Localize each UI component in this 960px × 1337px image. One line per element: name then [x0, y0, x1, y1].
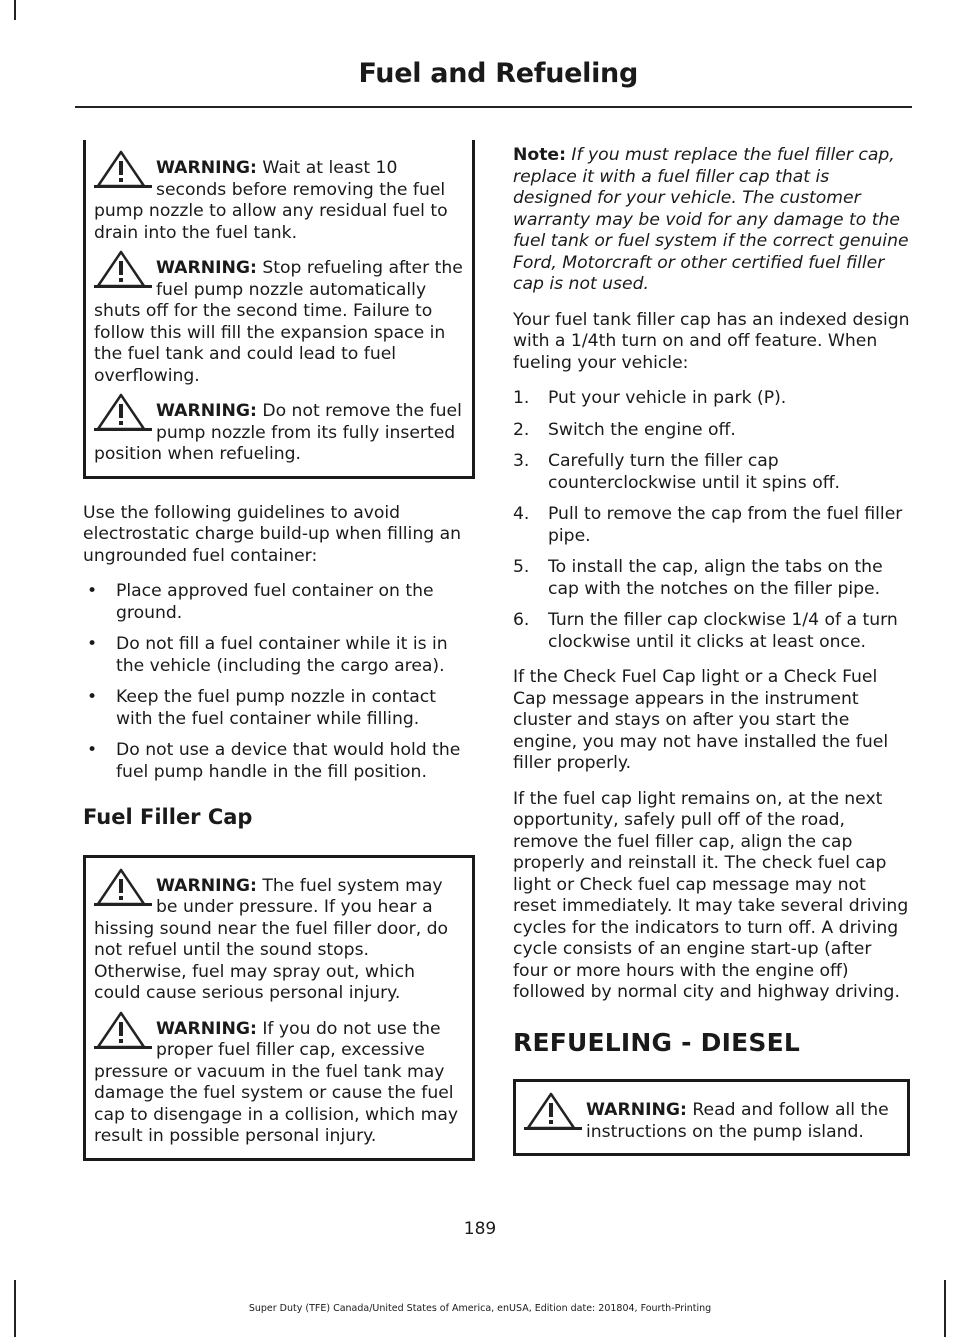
warning-box-refueling [83, 140, 475, 479]
subheading-fuel-filler-cap: Fuel Filler Cap [83, 805, 253, 829]
crop-mark-top-left [14, 0, 16, 20]
warning-label: WARNING: [156, 1018, 257, 1039]
warning-item [94, 1019, 464, 1148]
list-item [83, 634, 475, 677]
warning-box-filler-cap [83, 855, 475, 1161]
guidelines-list [83, 581, 475, 783]
list-item [83, 581, 475, 624]
warning-text: Read and follow all the instructions on the pump island. [586, 1100, 889, 1142]
bullet-symbol: • [87, 634, 98, 654]
list-item-text: Keep the fuel pump nozzle in contact with the fuel container while filling. [116, 687, 436, 729]
warning-text: Do not remove the fuel pump nozzle from its fully inserted position when refueling. [94, 401, 462, 464]
warning-triangle-icon [94, 148, 156, 188]
warning-triangle-icon [94, 391, 156, 431]
step-text: To install the cap, align the tabs on the cap with the notches on the filler pipe. [548, 557, 883, 599]
warning-label: WARNING: [586, 1100, 687, 1120]
page-number: 189 [463, 1219, 497, 1239]
list-item [513, 557, 910, 600]
step-text: Turn the filler cap clockwise 1/4 of a turn clockwise until it clicks at least once. [548, 610, 898, 652]
warning-label: WARNING: [156, 875, 257, 896]
warning-box-diesel [513, 1079, 910, 1156]
filler-cap-paragraph: Your fuel tank filler cap has an indexed design with a 1/4th turn on and off feature. When fueling your vehicle: [513, 309, 910, 373]
warning-label: WARNING: [156, 158, 257, 178]
warning-label: WARNING: [156, 258, 257, 278]
list-item [513, 451, 910, 494]
step-number: 2. [513, 419, 530, 440]
step-number: 4. [513, 504, 530, 524]
list-item-text: Place approved fuel container on the ground. [116, 581, 434, 623]
warning-text: Wait at least 10 seconds before removing the fuel pump nozzle to allow any residual fuel to drain into the fuel tank. [94, 158, 448, 243]
warning-triangle-icon [94, 248, 156, 288]
warning-text: The fuel system may be under pressure. If you hear a hissing sound near the fuel filler door, do not refuel until the sound stops. Otherwise, fuel may spray out, which could cause serious personal injury. [94, 875, 449, 1003]
step-number: 6. [513, 610, 530, 630]
step-text: Pull to remove the cap from the fuel filler pipe. [548, 504, 903, 546]
warning-item [94, 401, 464, 466]
list-item [513, 610, 910, 653]
page-header-title: Fuel and Refueling [358, 58, 638, 89]
list-item [513, 388, 910, 410]
list-item-text: Do not use a device that would hold the fuel pump handle in the fill position. [116, 740, 461, 782]
list-item [83, 740, 475, 783]
left-column [83, 140, 475, 1161]
intro-paragraph: Use the following guidelines to avoid electrostatic charge build-up when filling an ungrounded fuel container: [83, 502, 462, 566]
bullet-symbol: • [87, 581, 98, 601]
right-column [513, 145, 910, 1156]
warning-text: Stop refueling after the fuel pump nozzle automatically shuts off for the second time. Failure to follow this will fill the expansion space in the fuel tank and could lead to fuel overflowing. [94, 258, 463, 386]
step-text: Carefully turn the filler cap counterclockwise until it spins off. [548, 451, 841, 493]
check-fuel-cap-paragraph: If the Check Fuel Cap light or a Check Fuel Cap message appears in the instrument cluster and stays on after you start the engine, you may not have installed the fuel filler properly. [513, 667, 889, 773]
warning-label: WARNING: [156, 401, 257, 421]
list-item [513, 504, 910, 547]
warning-triangle-icon [524, 1090, 586, 1130]
fueling-steps-list [513, 388, 910, 653]
bullet-symbol: • [87, 740, 98, 760]
step-number: 1. [513, 388, 530, 408]
list-item [513, 420, 910, 442]
step-number: 3. [513, 451, 530, 471]
step-text: Put your vehicle in park (P). [548, 388, 787, 408]
header-divider [75, 106, 912, 108]
warning-triangle-icon [94, 1009, 156, 1049]
warning-item [94, 258, 464, 387]
footer-edition-info: Super Duty (TFE) Canada/United States of America, enUSA, Edition date: 201804, Fourth-Printing [248, 1303, 712, 1314]
step-number: 5. [513, 557, 530, 577]
list-item [83, 687, 475, 730]
list-item-text: Do not fill a fuel container while it is in the vehicle (including the cargo area). [116, 634, 448, 676]
warning-item [94, 158, 464, 244]
warning-text: If you do not use the proper fuel filler cap, excessive pressure or vacuum in the fuel tank may damage the fuel system or cause the fuel cap to disengage in a collision, which may result in possible personal injury. [94, 1018, 459, 1146]
fuel-cap-light-paragraph: If the fuel cap light remains on, at the next opportunity, safely pull off of the road, remove the fuel filler cap, align the cap properly and reinstall it. The check fuel cap light or Check fuel cap message may not reset immediately. It may take several driving cycles for the indicators to turn off. A driving cycle consists of an engine start-up (after four or more hours with the engine off) followed by normal city and highway driving. [513, 788, 909, 1002]
note-label: Note: [513, 145, 566, 165]
section-heading-refueling-diesel: REFUELING - DIESEL [513, 1027, 800, 1057]
warning-triangle-icon [94, 866, 156, 906]
warning-item [524, 1100, 899, 1143]
note-paragraph [513, 145, 910, 296]
warning-item [94, 876, 464, 1005]
step-text: Switch the engine off. [548, 419, 736, 440]
bullet-symbol: • [87, 687, 98, 707]
note-text: If you must replace the fuel filler cap, replace it with a fuel filler cap that is designed for your vehicle. The customer warranty may be void for any damage to the fuel tank or fuel system if the correct genuine Ford, Motorcraft or other certified fuel filler cap is not used. [513, 145, 909, 294]
